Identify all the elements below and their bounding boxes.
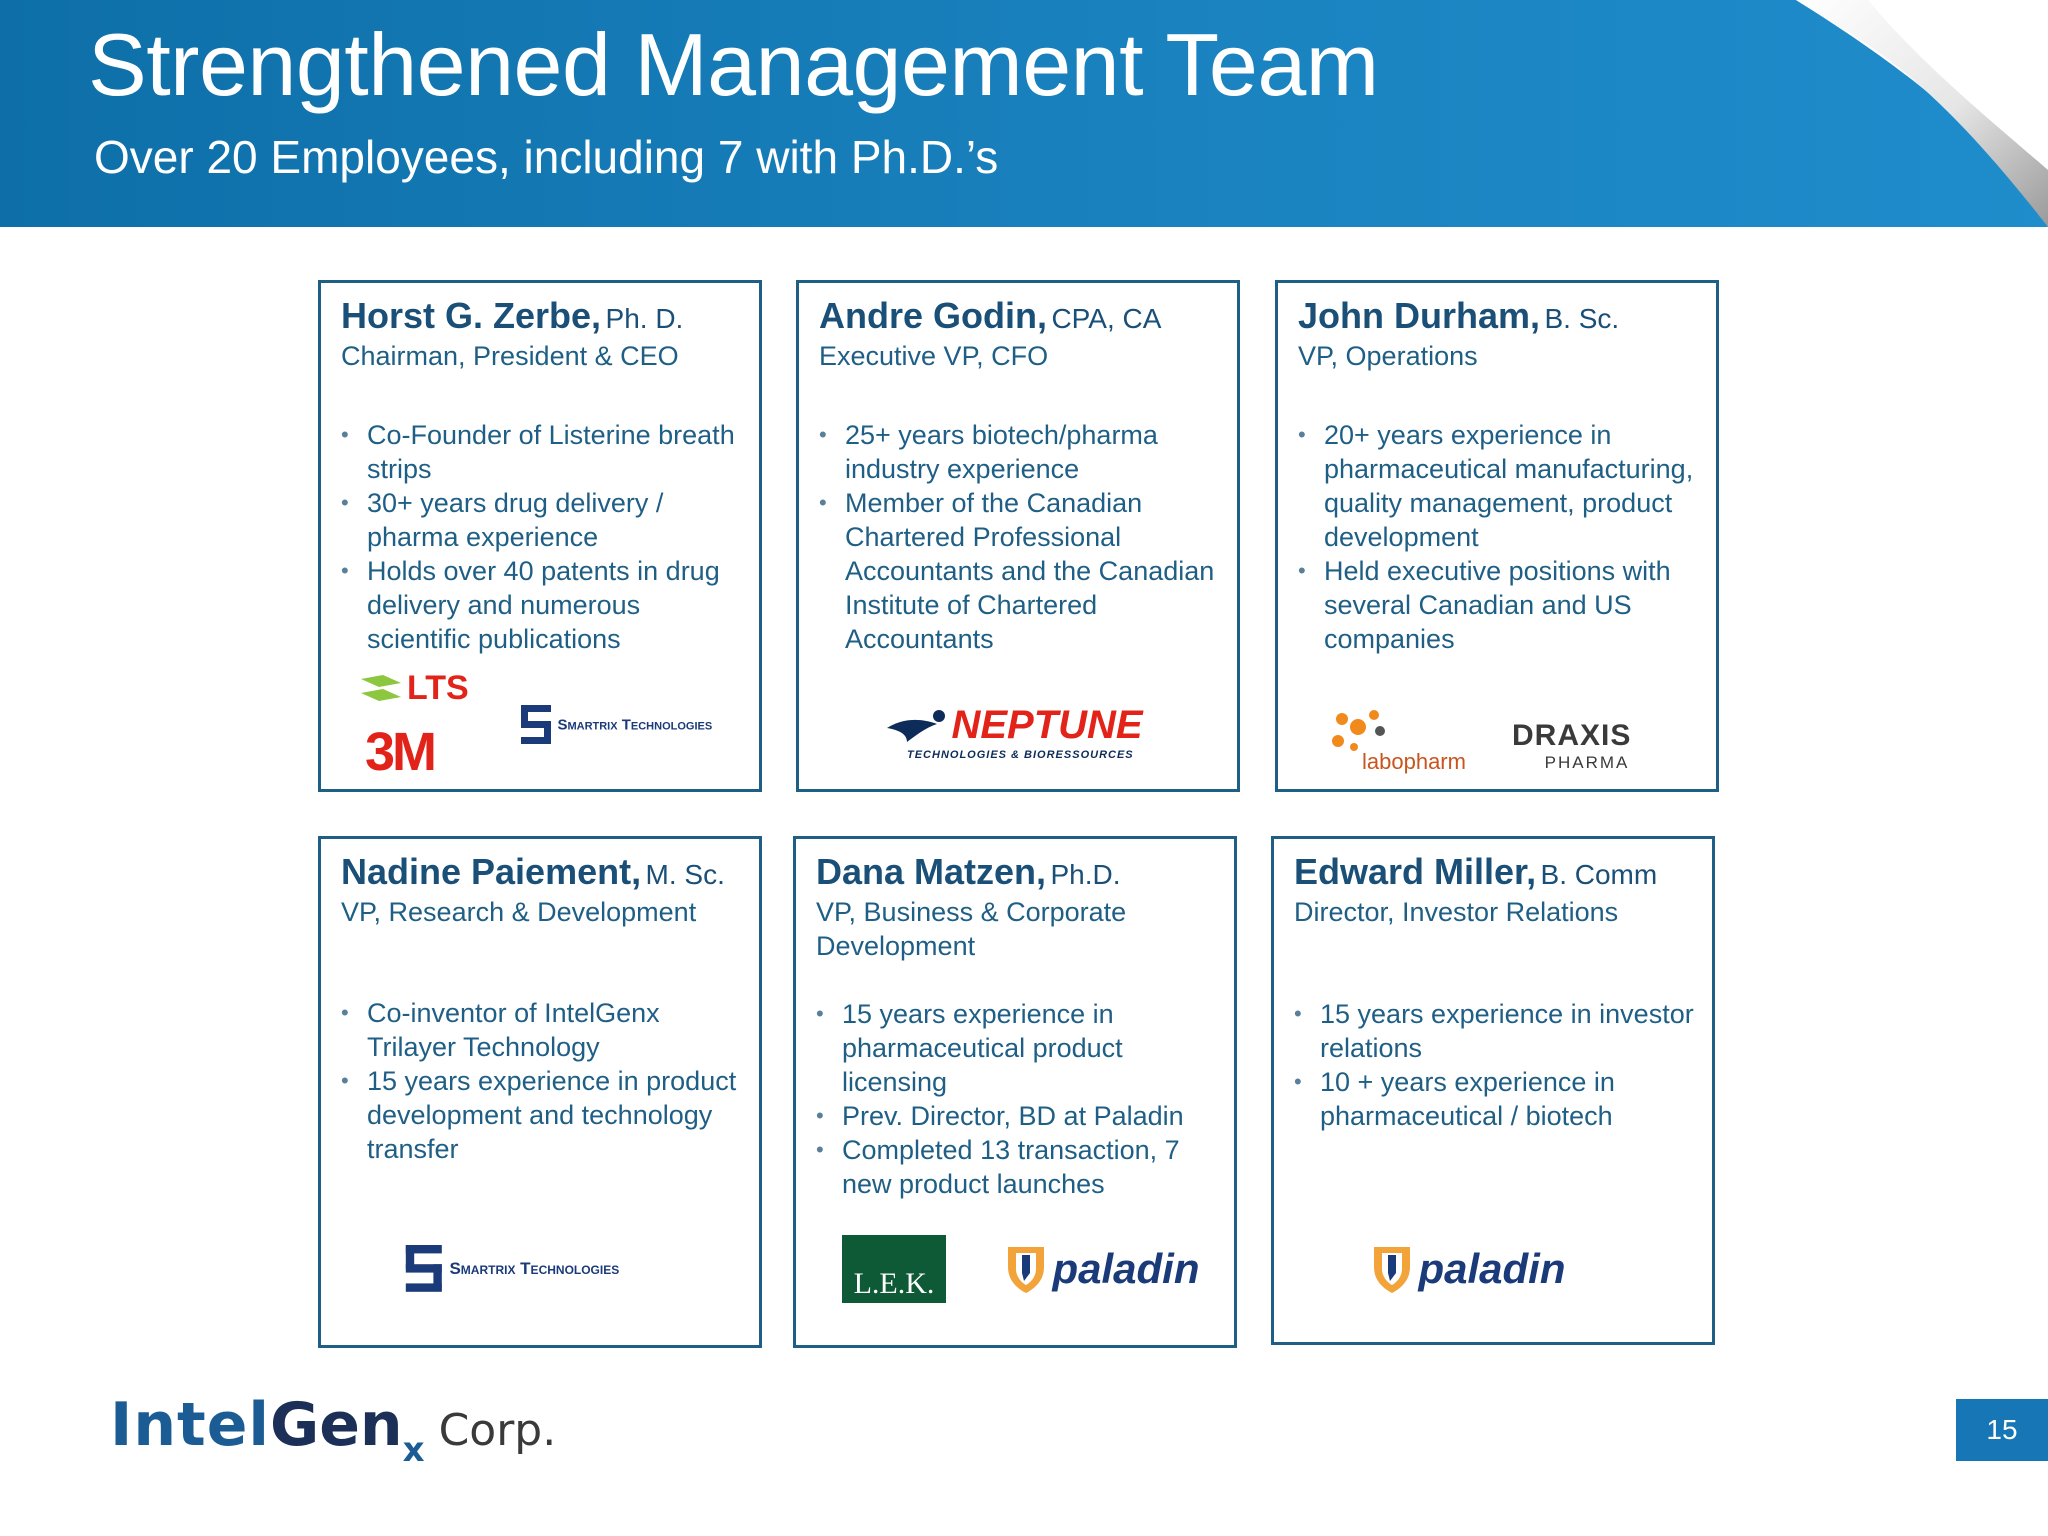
bullet-item: • Held executive positions with several Canadian and US companies <box>1298 554 1708 656</box>
smartrix-logo: Smartrix Technologies <box>405 1245 619 1293</box>
bullet-item: • 25+ years biotech/pharma industry experience <box>819 418 1229 486</box>
member-name: Dana Matzen, Ph.D. <box>816 851 1121 892</box>
draxis-logo: DRAXIS PHARMA <box>1512 719 1632 772</box>
lts-logo: LTS <box>361 671 471 716</box>
bullet-item: • 10 + years experience in pharmaceutical / biotech <box>1294 1065 1704 1133</box>
intelgenx-logo: IntelGenx Corp. <box>110 1390 557 1470</box>
bullet-item: • Co-Founder of Listerine breath strips <box>341 418 751 486</box>
3m-logo: 3M <box>365 722 435 782</box>
bullet-item: • Completed 13 transaction, 7 new product launches <box>816 1133 1226 1201</box>
labopharm-icon <box>1328 705 1390 755</box>
bullet-item: • Prev. Director, BD at Paladin <box>816 1099 1226 1133</box>
team-card-edward-miller <box>1271 836 1715 1345</box>
page-number: 15 <box>1956 1399 2048 1461</box>
bullet-item: • 20+ years experience in pharmaceutical manufacturing, quality management, product development <box>1298 418 1708 554</box>
slide-title: Strengthened Management Team <box>88 15 1379 114</box>
neptune-icon <box>885 706 947 746</box>
member-bullets <box>816 997 1226 1201</box>
member-role: Director, Investor Relations <box>1294 897 1619 927</box>
paladin-shield-icon <box>1004 1243 1048 1295</box>
bullet-item: • 15 years experience in investor relations <box>1294 997 1704 1065</box>
paladin-logo: paladin <box>1004 1243 1199 1295</box>
member-bullets <box>341 418 751 656</box>
team-card-horst-zerbe <box>318 280 762 792</box>
member-role: VP, Operations <box>1298 341 1478 371</box>
team-card-nadine-paiement <box>318 836 762 1348</box>
member-name: Andre Godin, CPA, CA <box>819 295 1162 336</box>
bullet-item: • 30+ years drug delivery / pharma experience <box>341 486 751 554</box>
smartrix-icon <box>521 705 553 745</box>
bullet-item: • Co-inventor of IntelGenx Trilayer Technology <box>341 996 751 1064</box>
bullet-item: • Holds over 40 patents in drug delivery and numerous scientific publications <box>341 554 751 656</box>
member-role: VP, Business & Corporate Development <box>816 897 1127 961</box>
paladin-shield-icon <box>1370 1243 1414 1295</box>
team-card-andre-godin <box>796 280 1240 792</box>
bullet-item: • Member of the Canadian Chartered Professional Accountants and the Canadian Institute of Chartered Accountants <box>819 486 1229 656</box>
member-name: Edward Miller, B. Comm <box>1294 851 1658 892</box>
paladin-logo: paladin <box>1370 1243 1565 1295</box>
team-card-john-durham <box>1275 280 1719 792</box>
bullet-item: • 15 years experience in pharmaceutical product licensing <box>816 997 1226 1099</box>
bullet-item: • 15 years experience in product development and technology transfer <box>341 1064 751 1166</box>
slide-subtitle: Over 20 Employees, including 7 with Ph.D.’s <box>94 131 999 183</box>
neptune-logo: NEPTUNE TECHNOLOGIES & BIORESSOURCES <box>885 703 1143 748</box>
member-bullets <box>819 418 1229 656</box>
smartrix-icon <box>405 1245 445 1293</box>
labopharm-logo: labopharm <box>1328 705 1390 760</box>
member-role: Chairman, President & CEO <box>341 341 679 371</box>
member-bullets <box>341 996 751 1166</box>
member-name: Nadine Paiement, M. Sc. <box>341 851 725 892</box>
lek-logo: L.E.K. <box>842 1235 946 1303</box>
member-bullets <box>1294 997 1704 1133</box>
member-name: John Durham, B. Sc. <box>1298 295 1620 336</box>
member-role: Executive VP, CFO <box>819 341 1049 371</box>
team-card-dana-matzen <box>793 836 1237 1348</box>
slide-header <box>0 0 2048 227</box>
member-name: Horst G. Zerbe, Ph. D. <box>341 295 684 336</box>
page-curl-icon <box>1748 0 2048 227</box>
smartrix-logo: Smartrix Technologies <box>521 705 712 745</box>
member-role: VP, Research & Development <box>341 897 697 927</box>
member-bullets <box>1298 418 1708 656</box>
